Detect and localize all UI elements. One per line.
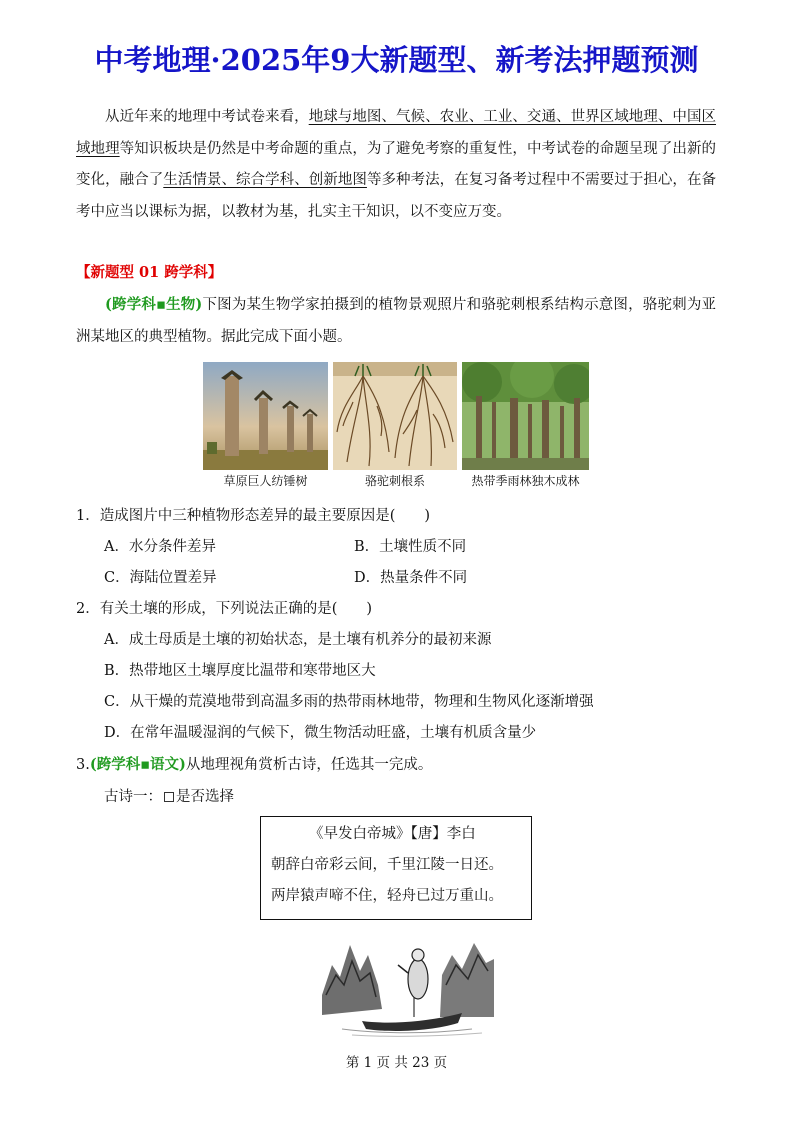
caption-roots: 骆驼刺根系	[364, 474, 425, 488]
banyan-image	[462, 362, 589, 470]
intro-underline-2: 生活情景、综合学科、创新地图	[163, 172, 367, 188]
q3-text: 从地理视角赏析古诗，任选其一完成。	[185, 757, 433, 773]
q2-option-d: D．在常年温暖湿润的气候下，微生物活动旺盛，土壤有机质含量少	[104, 725, 537, 741]
q3-stem	[76, 750, 432, 780]
banyan-photo	[462, 362, 589, 470]
poem1-suffix: 是否选择	[176, 789, 234, 805]
poem1-label	[104, 782, 234, 812]
poem1-checkbox[interactable]	[164, 792, 174, 802]
q1-option-c: C．海陆位置差异	[104, 570, 217, 586]
subject-tag-chinese: (跨学科▪语文)	[89, 756, 186, 773]
intro-text-1: 从近年来的地理中考试卷来看，	[105, 109, 309, 125]
intro-text-3: 等多种考法，在复习备考过程中不需要过于担心，在备考中应当以课标为据，以教材为基，扎实主干知识，以不变应万变。	[76, 172, 717, 220]
q2-option-b: B．热带地区土壤厚度比温带和寒带地区大	[104, 663, 376, 679]
caption-banyan: 热带季雨林独木成林	[471, 474, 580, 488]
q1-option-d: D．热量条件不同	[354, 570, 468, 586]
q3-number: 3.	[76, 757, 90, 773]
q2-option-a: A．成土母质是土壤的初始状态，是土壤有机养分的最初来源	[104, 632, 492, 648]
question-intro-text: 下图为某生物学家拍摄到的植物景观照片和骆驼刺根系结构示意图，骆驼刺为亚洲某地区的典型植物。据此完成下面小题。	[76, 297, 716, 345]
question-intro	[76, 289, 716, 353]
baobab-image	[203, 362, 328, 470]
plant-figure	[203, 362, 589, 492]
section-tag: 【新题型 01 跨学科】	[76, 264, 223, 281]
poem-title: 《早发白帝城》【唐】李白	[309, 826, 476, 842]
boat-ink-painting	[322, 925, 494, 1037]
roots-image	[333, 362, 457, 470]
subject-tag-biology: (跨学科▪生物)	[105, 296, 203, 313]
poem-line-2: 两岸猿声啼不住，轻舟已过万重山。	[271, 888, 503, 904]
intro-underline-1: 地球与地图、气候、农业、工业、交通、世界区域地理、中国区域地理	[76, 109, 717, 157]
intro-paragraph	[76, 102, 716, 228]
q1-stem: 1．造成图片中三种植物形态差异的最主要原因是( )	[76, 508, 431, 524]
intro-text-2: 等知识板块是仍然是中考命题的重点，为了避免考察的重复性，中考试卷的命题呈现了出新的变化，融合了	[76, 140, 716, 188]
page-footer: 第 1 页 共 23 页	[345, 1055, 448, 1071]
poem-line-1: 朝辞白帝彩云间，千里江陵一日还。	[271, 857, 503, 873]
poem-box	[260, 816, 532, 920]
camelthorn-roots-photo	[333, 362, 457, 470]
q2-stem: 2．有关土壤的形成，下列说法正确的是( )	[76, 601, 373, 617]
poem1-prefix: 古诗一：	[104, 789, 162, 805]
q1-option-b: B．土壤性质不同	[354, 539, 467, 555]
caption-baobab: 草原巨人纺锤树	[223, 474, 308, 488]
page-title: 中考地理·2025年9大新题型、新考法押题预测	[94, 43, 699, 77]
poem-illustration	[322, 925, 494, 1037]
q1-option-a: A．水分条件差异	[104, 539, 216, 555]
q2-option-c: C．从干燥的荒漠地带到高温多雨的热带雨林地带，物理和生物风化逐渐增强	[104, 694, 594, 710]
baobab-photo	[203, 362, 328, 470]
